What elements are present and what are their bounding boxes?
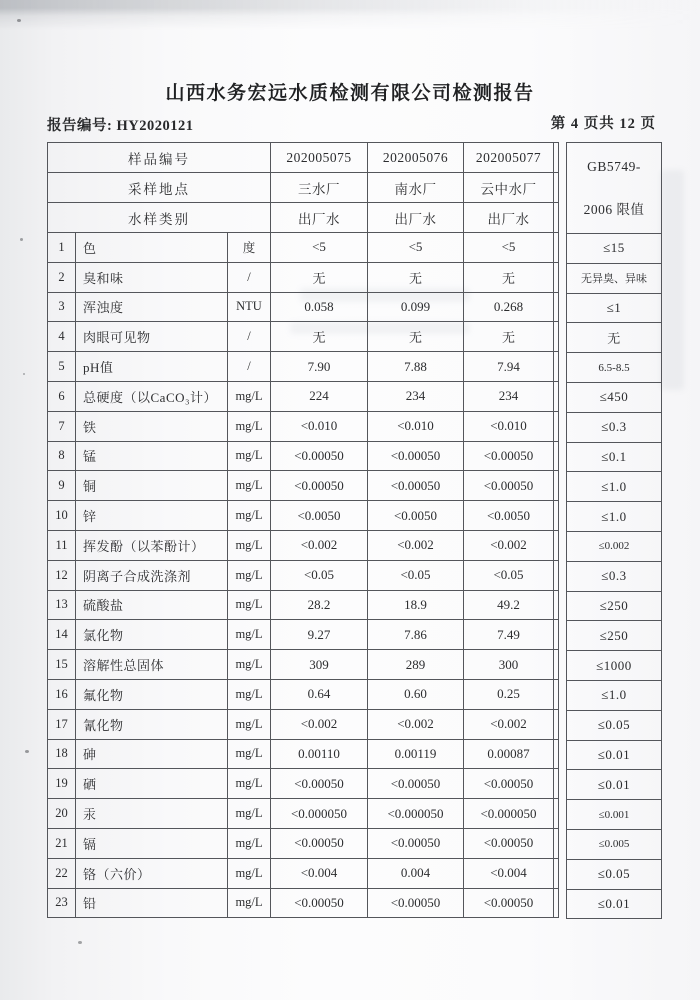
row-index: 18 [48,739,76,769]
limit-value: ≤250 [567,591,662,621]
sample3-value: <0.00050 [464,441,554,471]
row-index: 11 [48,530,76,560]
limit-value: 无异臭、异味 [567,263,662,293]
location-1: 三水厂 [271,173,368,203]
limit-standard-line1: GB5749- [587,159,641,174]
sample1-value: 0.058 [271,292,368,322]
param-name: 砷 [76,739,228,769]
param-name: 总硬度（以CaCO₃计） [76,381,228,411]
sample3-value: <0.000050 [464,799,554,829]
limit-value: ≤0.05 [567,710,662,740]
sample2-value: 18.9 [368,590,464,620]
param-unit: mg/L [228,888,271,918]
edge-strip [554,858,559,888]
scan-speck [20,238,23,241]
limits-tbody [567,234,662,919]
row-index: 6 [48,381,76,411]
row-index: 14 [48,620,76,650]
results-table [47,142,559,918]
sample1-value: <0.00050 [271,888,368,918]
table-row [48,501,559,531]
param-name: 肉眼可见物 [76,322,228,352]
sample2-value: <0.00050 [368,471,464,501]
limit-standard-line2: 2006 限值 [583,202,645,217]
row-index: 20 [48,799,76,829]
param-name: 锌 [76,501,228,531]
row-index: 19 [48,769,76,799]
row-index: 1 [48,233,76,263]
limit-row [567,412,662,442]
limit-value: ≤0.3 [567,412,662,442]
sample2-value: 289 [368,650,464,680]
sample3-value: <0.002 [464,530,554,560]
limit-row [567,531,662,561]
limit-value: ≤1.0 [567,680,662,710]
param-unit: NTU [228,292,271,322]
row-index: 23 [48,888,76,918]
param-unit: mg/L [228,441,271,471]
sample3-value: <0.010 [464,411,554,441]
row-index: 7 [48,411,76,441]
table-row [48,322,559,352]
limit-row [567,740,662,770]
param-unit: mg/L [228,560,271,590]
sample1-value: <0.000050 [271,799,368,829]
limit-row [567,770,662,800]
limit-row [567,680,662,710]
param-name: 锰 [76,441,228,471]
param-unit: / [228,352,271,382]
limit-value: ≤0.1 [567,442,662,472]
limit-value: ≤250 [567,621,662,651]
sample-type-1: 出厂水 [271,203,368,233]
table-row [48,381,559,411]
sample2-value: <0.000050 [368,799,464,829]
limit-value: ≤0.01 [567,770,662,800]
table-row [48,560,559,590]
table-row [48,739,559,769]
row-index: 15 [48,650,76,680]
param-unit: mg/L [228,799,271,829]
row-index: 2 [48,262,76,292]
row-index: 16 [48,679,76,709]
row-index: 4 [48,322,76,352]
table-row [48,888,559,918]
results-area [47,142,662,919]
sample1-value: <0.00050 [271,441,368,471]
sample-id-3: 202005077 [464,143,554,173]
sample3-value: 0.268 [464,292,554,322]
edge-strip [554,828,559,858]
limit-value: 6.5-8.5 [567,353,662,383]
param-unit: mg/L [228,471,271,501]
sample2-value: <0.00050 [368,888,464,918]
limit-row [567,472,662,502]
param-unit: mg/L [228,650,271,680]
sample1-value: <0.05 [271,560,368,590]
limit-row [567,353,662,383]
param-name: 铁 [76,411,228,441]
edge-strip [554,590,559,620]
sample2-value: 0.099 [368,292,464,322]
sample3-value: 7.49 [464,620,554,650]
header-label-sample-type: 水样类别 [48,203,271,233]
sample2-value: <0.002 [368,709,464,739]
sample-id-1: 202005075 [271,143,368,173]
param-unit: mg/L [228,501,271,531]
table-row [48,471,559,501]
sample1-value: <0.004 [271,858,368,888]
sample2-value: 0.00119 [368,739,464,769]
sample3-value: <0.004 [464,858,554,888]
sample2-value: <0.002 [368,530,464,560]
param-unit: mg/L [228,828,271,858]
param-unit: 度 [228,233,271,263]
sample1-value: 28.2 [271,590,368,620]
header-row-location [48,173,559,203]
sample1-value: <0.0050 [271,501,368,531]
sample2-value: 无 [368,322,464,352]
sample1-value: <0.002 [271,530,368,560]
header-label-location: 采样地点 [48,173,271,203]
row-index: 10 [48,501,76,531]
sample2-value: 7.88 [368,352,464,382]
sample1-value: 无 [271,322,368,352]
param-name: 溶解性总固体 [76,650,228,680]
limit-value: ≤1.0 [567,502,662,532]
edge-strip [554,739,559,769]
sample3-value: 0.25 [464,679,554,709]
sample3-value: 49.2 [464,590,554,620]
param-unit: mg/L [228,620,271,650]
param-name: 臭和味 [76,262,228,292]
limit-standard-header [567,143,662,234]
param-name: 氟化物 [76,679,228,709]
sample1-value: <0.00050 [271,769,368,799]
report-number: 报告编号: HY2020121 [47,118,194,134]
limit-row [567,234,662,264]
header-label-sample-id: 样品编号 [48,143,271,173]
header-row-sample-type [48,203,559,233]
table-row [48,858,559,888]
table-row [48,650,559,680]
param-unit: mg/L [228,858,271,888]
limit-row [567,263,662,293]
edge-strip [554,203,559,233]
limit-value: 无 [567,323,662,353]
page-title: 山西水务宏远水质检测有限公司检测报告 [165,83,535,104]
limit-row [567,710,662,740]
scan-speck [17,19,21,22]
edge-strip [554,471,559,501]
sample3-value: <0.00050 [464,828,554,858]
param-unit: mg/L [228,739,271,769]
param-name: 铜 [76,471,228,501]
scan-speck [23,373,25,375]
scan-edge-smudge [660,170,684,390]
limit-value: ≤0.001 [567,800,662,830]
sample1-value: 无 [271,262,368,292]
param-name: 硫酸盐 [76,590,228,620]
param-unit: / [228,262,271,292]
edge-strip [554,530,559,560]
sample3-value: <5 [464,233,554,263]
limit-value: ≤0.01 [567,889,662,919]
sample2-value: <0.05 [368,560,464,590]
results-tbody [48,233,559,918]
limit-value: ≤1 [567,293,662,323]
edge-strip [554,381,559,411]
edge-strip [554,233,559,263]
edge-strip [554,560,559,590]
limit-value: ≤0.002 [567,531,662,561]
row-index: 21 [48,828,76,858]
edge-strip [554,799,559,829]
limit-value: ≤1000 [567,651,662,681]
param-name: 硒 [76,769,228,799]
sample3-value: <0.0050 [464,501,554,531]
sample3-value: 7.94 [464,352,554,382]
sample1-value: 0.64 [271,679,368,709]
sample-type-2: 出厂水 [368,203,464,233]
edge-strip [554,709,559,739]
sample3-value: 0.00087 [464,739,554,769]
edge-strip [554,769,559,799]
row-index: 13 [48,590,76,620]
sample2-value: 0.004 [368,858,464,888]
scan-speck [78,941,82,944]
limit-row [567,829,662,859]
edge-strip [554,322,559,352]
location-3: 云中水厂 [464,173,554,203]
row-index: 5 [48,352,76,382]
header-row-sample-id [48,143,559,173]
param-name: 阴离子合成洗涤剂 [76,560,228,590]
sample2-value: <0.010 [368,411,464,441]
sample2-value: 无 [368,262,464,292]
table-row [48,709,559,739]
edge-strip [554,679,559,709]
table-row [48,530,559,560]
param-unit: mg/L [228,411,271,441]
table-row [48,769,559,799]
limit-value: ≤15 [567,234,662,264]
param-unit: mg/L [228,530,271,560]
table-row [48,679,559,709]
limit-value: ≤0.005 [567,829,662,859]
edge-strip [554,888,559,918]
row-index: 12 [48,560,76,590]
edge-strip [554,262,559,292]
sample1-value: 224 [271,381,368,411]
param-name: 挥发酚（以苯酚计） [76,530,228,560]
edge-strip [554,143,559,173]
row-index: 3 [48,292,76,322]
sample3-value: 无 [464,262,554,292]
sample1-value: 0.00110 [271,739,368,769]
sample2-value: <0.0050 [368,501,464,531]
param-name: 色 [76,233,228,263]
param-name: 镉 [76,828,228,858]
param-name: 氯化物 [76,620,228,650]
sample3-value: <0.05 [464,560,554,590]
sample3-value: 300 [464,650,554,680]
param-name: 汞 [76,799,228,829]
scan-speck [25,750,29,753]
edge-strip [554,352,559,382]
page-indicator: 第 4 页共 12 页 [550,116,656,132]
limit-value: ≤0.01 [567,740,662,770]
sample2-value: 7.86 [368,620,464,650]
table-row [48,233,559,263]
limit-row [567,651,662,681]
limit-header-row [567,143,662,234]
sample-type-3: 出厂水 [464,203,554,233]
sample3-value: 无 [464,322,554,352]
sample1-value: <0.010 [271,411,368,441]
sample2-value: <5 [368,233,464,263]
limit-row [567,889,662,919]
table-row [48,441,559,471]
edge-strip [554,441,559,471]
edge-strip [554,650,559,680]
limit-row [567,859,662,889]
edge-strip [554,292,559,322]
param-unit: / [228,322,271,352]
limit-row [567,800,662,830]
sample1-value: 9.27 [271,620,368,650]
location-2: 南水厂 [368,173,464,203]
limit-row [567,442,662,472]
scanner-edge-shadow [0,0,700,30]
sample2-value: 0.60 [368,679,464,709]
row-index: 9 [48,471,76,501]
sample1-value: <5 [271,233,368,263]
limit-row [567,382,662,412]
edge-strip [554,620,559,650]
limit-value: ≤0.3 [567,561,662,591]
sample1-value: <0.00050 [271,828,368,858]
edge-strip [554,411,559,441]
sample1-value: <0.00050 [271,471,368,501]
sample3-value: <0.00050 [464,769,554,799]
sample1-value: 309 [271,650,368,680]
limit-row [567,502,662,532]
param-unit: mg/L [228,769,271,799]
limit-value: ≤1.0 [567,472,662,502]
limit-row [567,561,662,591]
sample1-value: 7.90 [271,352,368,382]
row-index: 17 [48,709,76,739]
param-name: 铬（六价） [76,858,228,888]
table-row [48,799,559,829]
sample3-value: <0.002 [464,709,554,739]
limit-value: ≤0.05 [567,859,662,889]
table-row [48,590,559,620]
edge-strip [554,173,559,203]
param-name: 铅 [76,888,228,918]
sample2-value: <0.00050 [368,441,464,471]
limits-table [566,142,662,919]
sample3-value: <0.00050 [464,471,554,501]
table-row [48,292,559,322]
param-name: pH值 [76,352,228,382]
table-row [48,620,559,650]
table-row [48,828,559,858]
param-unit: mg/L [228,709,271,739]
sample2-value: <0.00050 [368,769,464,799]
param-unit: mg/L [228,679,271,709]
sample1-value: <0.002 [271,709,368,739]
limit-row [567,621,662,651]
limit-value: ≤450 [567,382,662,412]
param-name: 氰化物 [76,709,228,739]
limit-row [567,323,662,353]
limit-row [567,293,662,323]
param-unit: mg/L [228,381,271,411]
table-row [48,262,559,292]
sample3-value: <0.00050 [464,888,554,918]
param-unit: mg/L [228,590,271,620]
sample-id-2: 202005076 [368,143,464,173]
sample2-value: 234 [368,381,464,411]
table-row [48,411,559,441]
limit-row [567,591,662,621]
param-name: 浑浊度 [76,292,228,322]
edge-strip [554,501,559,531]
row-index: 22 [48,858,76,888]
sample2-value: <0.00050 [368,828,464,858]
sample3-value: 234 [464,381,554,411]
row-index: 8 [48,441,76,471]
table-row [48,352,559,382]
